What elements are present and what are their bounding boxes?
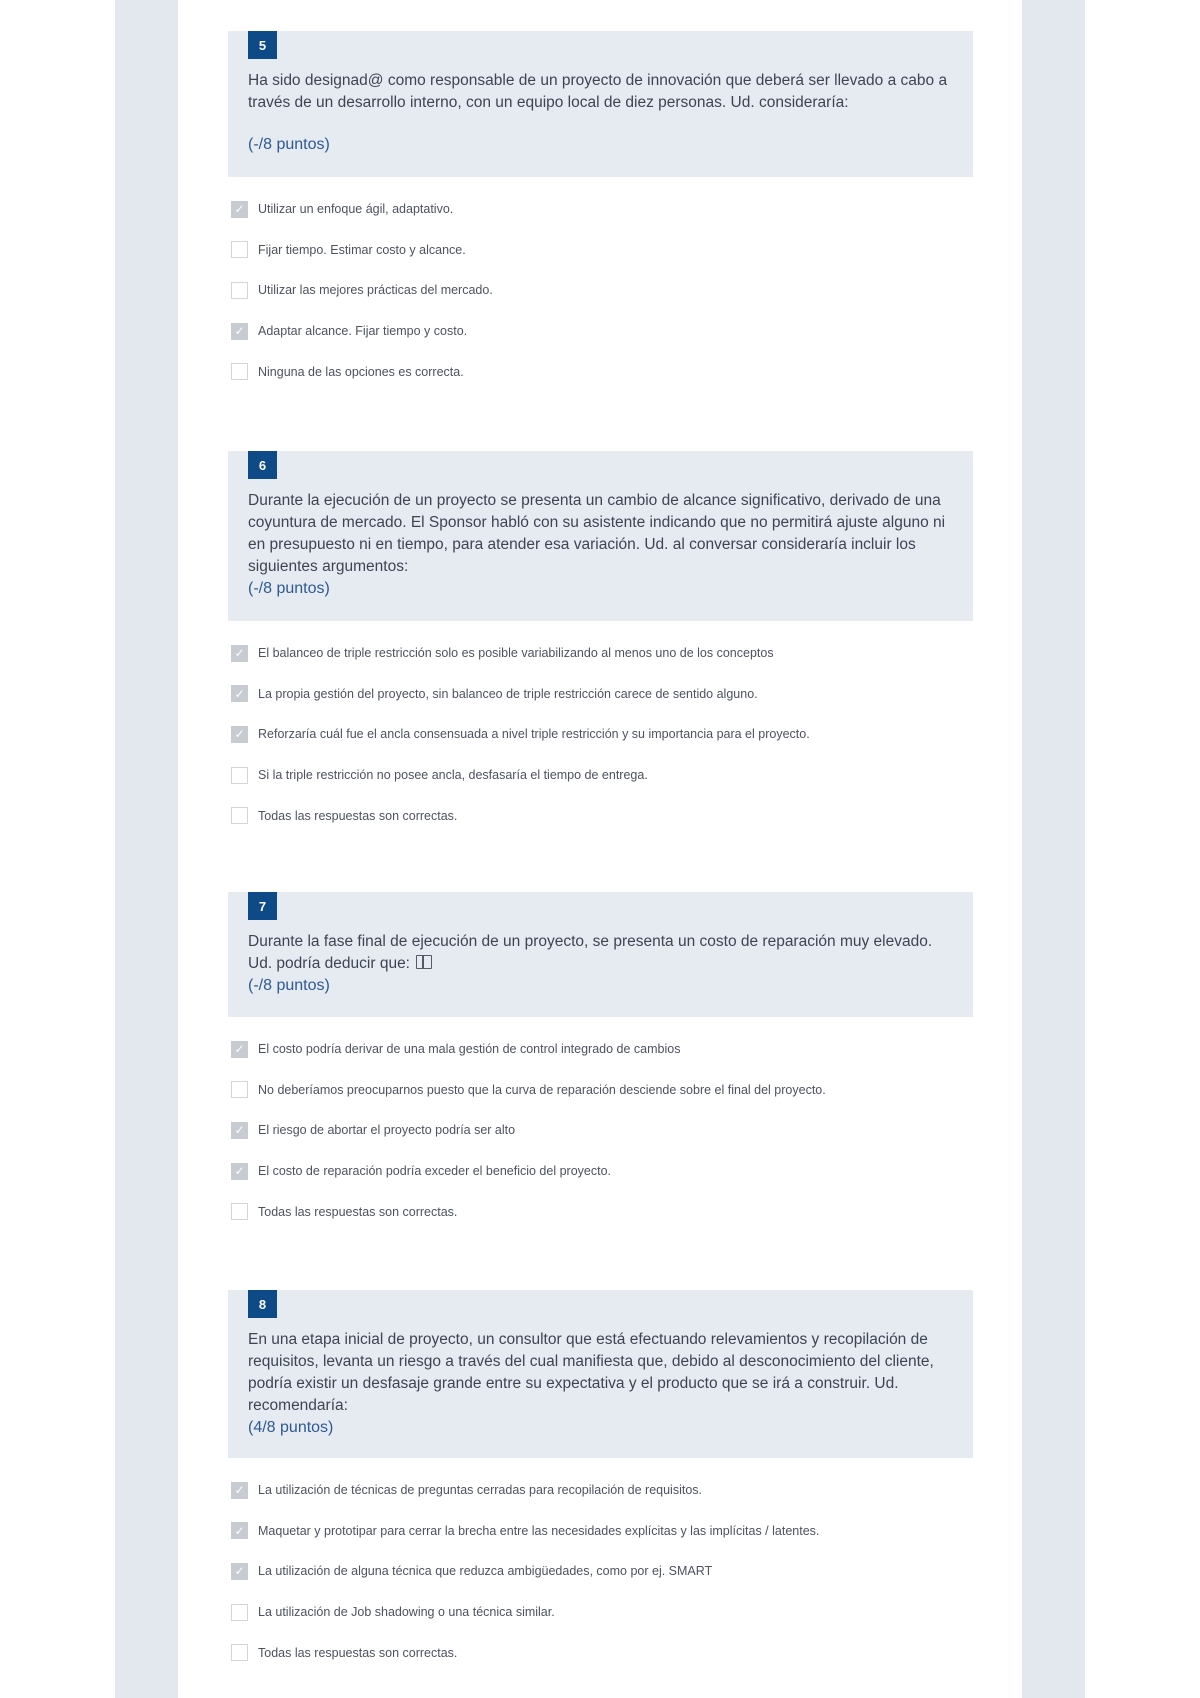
- question-header: [228, 892, 973, 1017]
- answer-option[interactable]: [228, 1151, 973, 1192]
- answer-option-label: Adaptar alcance. Fijar tiempo y costo.: [258, 324, 468, 339]
- question-points: (4/8 puntos): [248, 1419, 334, 1436]
- checkbox[interactable]: [231, 282, 248, 299]
- page-margin-right: [1022, 0, 1085, 1698]
- answer-option-label: Todas las respuestas son correctas.: [258, 1204, 458, 1219]
- answer-option[interactable]: [228, 714, 973, 755]
- checkbox[interactable]: ✓: [231, 1522, 248, 1539]
- answer-option[interactable]: [228, 270, 973, 311]
- question-number-badge: 7: [248, 892, 277, 920]
- answer-option[interactable]: [228, 1551, 973, 1592]
- answer-option-label: Fijar tiempo. Estimar costo y alcance.: [258, 242, 466, 257]
- checkbox[interactable]: ✓: [231, 1163, 248, 1180]
- checkbox[interactable]: [231, 1644, 248, 1661]
- checkbox[interactable]: ✓: [231, 685, 248, 702]
- answer-option[interactable]: [228, 1511, 973, 1552]
- checkbox[interactable]: ✓: [231, 1482, 248, 1499]
- question-text: Ha sido designad@ como responsable de un proyecto de innovación que deberá ser llevado a cabo a través de un desarrollo interno, con un equipo local de diez personas. Ud. consideraría:: [248, 72, 948, 111]
- answer-option[interactable]: [228, 1191, 973, 1232]
- answer-option-label: La utilización de Job shadowing o una técnica similar.: [258, 1605, 555, 1620]
- checkbox[interactable]: [231, 1081, 248, 1098]
- answer-option[interactable]: [228, 795, 973, 836]
- question-card: [228, 1290, 973, 1673]
- answer-option[interactable]: [228, 1632, 973, 1673]
- answer-option-label: Todas las respuestas son correctas.: [258, 808, 458, 823]
- question-card: [228, 451, 973, 836]
- answer-option[interactable]: [228, 1470, 973, 1511]
- question-number-badge: 6: [248, 451, 277, 479]
- answer-option-label: Ninguna de las opciones es correcta.: [258, 364, 464, 379]
- question-header: [228, 1290, 973, 1458]
- checkbox[interactable]: ✓: [231, 323, 248, 340]
- answer-option-label: La utilización de técnicas de preguntas cerradas para recopilación de requisitos.: [258, 1483, 703, 1498]
- answer-option-label: Todas las respuestas son correctas.: [258, 1645, 458, 1660]
- question-text-content: Durante la fase final de ejecución de un proyecto, se presenta un costo de reparación muy elevado. Ud. podría deducir que:: [248, 933, 933, 972]
- checkbox[interactable]: [231, 807, 248, 824]
- question-number-badge: 8: [248, 1290, 277, 1318]
- question-header: [228, 31, 973, 177]
- checkbox[interactable]: [231, 363, 248, 380]
- answer-options: [228, 1017, 973, 1232]
- question-header: [228, 451, 973, 621]
- answer-option-label: Maquetar y prototipar para cerrar la brecha entre las necesidades explícitas y las implícitas / latentes.: [258, 1523, 820, 1538]
- answer-option[interactable]: [228, 674, 973, 715]
- question-points: (-/8 puntos): [248, 580, 330, 597]
- checkbox[interactable]: [231, 1203, 248, 1220]
- answer-option-label: El costo de reparación podría exceder el beneficio del proyecto.: [258, 1164, 611, 1179]
- answer-option[interactable]: [228, 230, 973, 271]
- question-text: Durante la ejecución de un proyecto se presenta un cambio de alcance significativo, derivado de una coyuntura de mercado. El Sponsor habló con su asistente indicando que no permitirá ajuste alguno ni en presupuesto ni en tiempo, para atender esa variación. Ud. al conversar consideraría incluir los siguientes argumentos:: [248, 492, 946, 575]
- answer-option-label: Si la triple restricción no posee ancla, desfasaría el tiempo de entrega.: [258, 768, 648, 783]
- question-number-badge: 5: [248, 31, 277, 59]
- checkbox[interactable]: ✓: [231, 1122, 248, 1139]
- checkbox[interactable]: ✓: [231, 645, 248, 662]
- answer-option-label: Utilizar un enfoque ágil, adaptativo.: [258, 202, 454, 217]
- book-icon[interactable]: [416, 955, 432, 969]
- question-card: [228, 892, 973, 1232]
- checkbox[interactable]: [231, 1604, 248, 1621]
- answer-option-label: El costo podría derivar de una mala gestión de control integrado de cambios: [258, 1042, 681, 1057]
- answer-option[interactable]: [228, 189, 973, 230]
- checkbox[interactable]: ✓: [231, 1563, 248, 1580]
- answer-option[interactable]: [228, 1029, 973, 1070]
- question-points: (-/8 puntos): [248, 136, 330, 153]
- answer-option-label: La utilización de alguna técnica que reduzca ambigüedades, como por ej. SMART: [258, 1564, 713, 1579]
- checkbox[interactable]: [231, 241, 248, 258]
- answer-option-label: El riesgo de abortar el proyecto podría ser alto: [258, 1123, 516, 1138]
- answer-options: [228, 1458, 973, 1673]
- answer-option[interactable]: [228, 1592, 973, 1633]
- answer-option-label: Utilizar las mejores prácticas del mercado.: [258, 283, 493, 298]
- checkbox[interactable]: ✓: [231, 201, 248, 218]
- question-points: (-/8 puntos): [248, 977, 330, 994]
- answer-option-label: El balanceo de triple restricción solo es posible variabilizando al menos uno de los conceptos: [258, 646, 774, 661]
- answer-options: [228, 177, 973, 392]
- checkbox[interactable]: ✓: [231, 1041, 248, 1058]
- answer-options: [228, 621, 973, 836]
- answer-option[interactable]: [228, 311, 973, 352]
- question-card: [228, 31, 973, 392]
- answer-option-label: No deberíamos preocuparnos puesto que la curva de reparación desciende sobre el final del proyecto.: [258, 1082, 826, 1097]
- checkbox[interactable]: ✓: [231, 726, 248, 743]
- answer-option-label: Reforzaría cuál fue el ancla consensuada a nivel triple restricción y su importancia para el proyecto.: [258, 727, 810, 742]
- answer-option[interactable]: [228, 1110, 973, 1151]
- question-text: En una etapa inicial de proyecto, un consultor que está efectuando relevamientos y recopilación de requisitos, levanta un riesgo a través del cual manifiesta que, debido al desconocimiento del cliente, podría existir un desfasaje grande entre su expectativa y el producto que se irá a construir. Ud. recomendaría:: [248, 1331, 934, 1414]
- answer-option[interactable]: [228, 1070, 973, 1111]
- answer-option[interactable]: [228, 755, 973, 796]
- question-text: [248, 892, 949, 975]
- checkbox[interactable]: [231, 767, 248, 784]
- page-margin-left: [115, 0, 178, 1698]
- answer-option[interactable]: [228, 351, 973, 392]
- answer-option[interactable]: [228, 633, 973, 674]
- answer-option-label: La propia gestión del proyecto, sin balanceo de triple restricción carece de sentido alguno.: [258, 686, 758, 701]
